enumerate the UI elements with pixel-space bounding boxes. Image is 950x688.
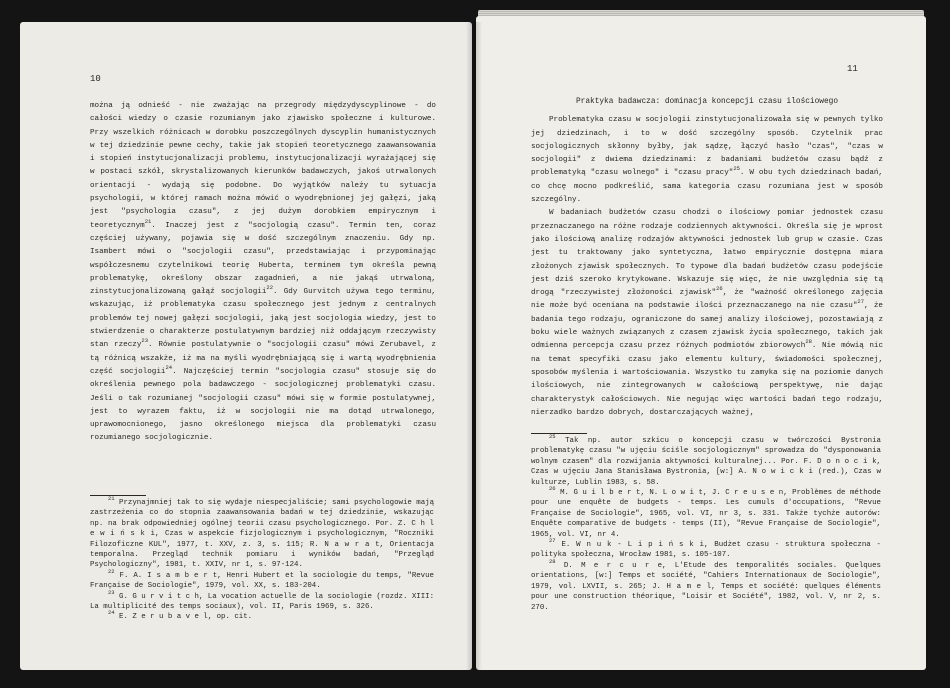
paragraph xyxy=(90,100,436,446)
text-run: . Najczęściej termin "socjologia czasu" stosuje się do określenia pewnego pola badawczego - socjologicznej problematyki czasu. Jeśli o tak rozumianej "socjologii czasu" mówi się w formie postulatywnej, jest to wyrazem faktu, iż w socjologii nie ma dotąd utrwalonego, uprawomocnionego, jasno określonego miejsca dla problematyki czasu rozumianego socjologicznie. xyxy=(90,367,436,443)
paragraph xyxy=(531,207,883,420)
footnote-marker: 22 xyxy=(266,284,273,292)
footnote-marker: 26 xyxy=(716,285,723,293)
text-run: F. A. I s a m b e r t, Henri Hubert et la sociologie du temps, "Revue Française de Sociologie", 1979, vol. XX, s. 183-204. xyxy=(90,571,434,591)
text-run: Przynajmniej tak to się wydaje niespecjaliście; sami psychologowie mają zastrzeżenia co do stopnia zaawansowania badań w tej dziedzinie, wskazując np. na brak odpowiedniej ogólnej teorii czasu psychologicznego. Por. Z. C h l e w i ń s k i, Czas w aspekcie fizjologicznym i psychologicznym, "Roczniki Filozoficzne KUL", 1977, t. XXV, z. 3, s. 115; R. N a w r a t, Orientacja temporalna. Przegląd technik pomiaru i wyników badań, "Przegląd Psychologiczny", 1981, t. XXIV, nr 1, s. 97-124. xyxy=(90,499,434,570)
body-text xyxy=(531,96,883,420)
footnote-marker: 22 xyxy=(108,567,115,575)
text-run: G. G u r v i t c h, La vocation actuelle de la sociologie (rozdz. XIII: La multiplicité des temps sociaux), vol. II, Paris 1969, s. 326. xyxy=(90,592,434,612)
text-run: E. Z e r u b a v e l, op. cit. xyxy=(114,613,253,622)
body-text xyxy=(90,100,436,446)
text-run: , że "ważność określonego zajęcia nie może być oceniana na podstawie ilości przeznaczanego na nie czasu" xyxy=(531,289,883,311)
footnote-marker: 23 xyxy=(141,337,148,345)
footnote-marker: 25 xyxy=(549,433,556,440)
text-run: M. G u i l b e r t, N. L o w i t, J. C r e u s e n, Problèmes de méthode pour une enquête de budgets - temps. Les cumuls d'occupations, "Revue Française de Sociologie", 1965, vol. VI, nr 3, s. 331. Także tychże autorów: Enquête comparative de budgets - temps (II), "Revue Française de Sociologie", 1965, vol. VI, nr 4. xyxy=(531,489,881,539)
footnote xyxy=(531,485,881,540)
paragraph xyxy=(531,114,883,207)
footnote-marker: 24 xyxy=(108,609,115,617)
footnote-marker: 27 xyxy=(549,537,556,545)
footnote xyxy=(531,537,881,561)
footnote xyxy=(531,433,881,488)
text-run: można ją odnieść - nie zważając na przegrody międzydyscyplinowe - do całości wiedzy o czasie rozumianym jako zjawisko społeczne i kulturowe. Przy wszelkich różnicach w dorobku poszczególnych dyscyplin humanistycznych w tej dziedzinie pewne cechy, takie jak stopień teoretycznego zaawansowania i stopień instytucjonalizacji problemu, instytucjonalizacji wyrażającej się w postaci szkół, skrystalizowanych kierunków badawczych, jakoś utrwalonych orientacji - wydają się podobne. Do wyjątków należy tu sytuacja psychologii, w której ramach można mówić o wyodrębnionej jej gałęzi, jaką jest "psychologia czasu", z jej dużym dorobkiem empirycznym i teoretycznym xyxy=(90,102,436,230)
text-run: Tak np. autor szkicu o koncepcji czasu w twórczości Bystronia problematykę czasu "w ujęciu ściśle socjologicznym" sprowadza do "dysponowania wolnym czasem" dla rozwijania aktywności kulturalnej... Por. F. D o n o c i k, Czas w ujęciu Jana Stanisława Bystronia, [w:] A. N o w i c k i (red.), Czas w kulturze, Lublin 1983, s. 58. xyxy=(531,437,881,487)
page-number: 11 xyxy=(847,64,858,74)
section-heading: Praktyka badawcza: dominacja koncepcji czasu ilościowego xyxy=(575,98,839,106)
footnote-marker: 24 xyxy=(165,363,173,371)
text-run: , że badania tego rodzaju, ograniczone do samej analizy ilościowej, pozostawiają z boku wiele ważnych związanych z czasem zjawisk życia społecznego, takich jak odmienna percepcja czasu przez różnych podmiotów zbiorowych xyxy=(531,302,883,351)
footnote-marker: 26 xyxy=(549,485,556,493)
text-run: . Gdy Gurvitch używa tego terminu, wskazując, iż problematyka czasu społecznego jest jednym z centralnych problemów tej nowej gałęzi socjologii, jaką jest socjologia wiedzy, jest to stwierdzenie o charakterze postulatywnym bardziej niż oddającym rzeczywisty stan rzeczy xyxy=(90,288,436,350)
right-page xyxy=(476,16,926,670)
footnote-separator xyxy=(531,433,587,434)
footnote-separator xyxy=(90,495,146,496)
paragraphs xyxy=(531,114,883,420)
text-run: W badaniach budżetów czasu chodzi o ilościowy pomiar jednostek czasu przeznaczanego na różne rodzaje codziennych aktywności. Określa się je wprost jako ilościową analizę rodzajów aktywności jednostek lub grup w czasie. Czas jest tu traktowany jako syntetyczna, łatwo empirycznie dostępna miara złożonych zjawisk społecznych. To typowe dla badań budżetów czasu podejście jest dziś szeroko krytykowane. Wskazuje się więc, że nie uwzględnia się tą drogą "rzeczywistej złożoności zjawisk" xyxy=(531,209,883,298)
footnote-marker: 21 xyxy=(108,495,115,502)
text-run: . Inaczej jest z "socjologią czasu". Termin ten, coraz częściej używany, pojawia się w dość szczególnym znaczeniu. Gdy np. Isambert mówi o "socjologii czasu", przedstawiając i przypominając współczesnemu czytelnikowi teorię Huberta, terminem tym określa pewną problematykę, określony obszar zagadnień, a nie jakąś utrwaloną, zinstytucjonalizowaną gałąź socjologii xyxy=(90,221,436,297)
footnote-marker: 23 xyxy=(108,588,115,596)
text-run: Problematyka czasu w socjologii zinstytucjonalizowała się w pewnych tylko jej dziedzinach, i to w dość szczególny sposób. Czytelnik prac socjologicznych skłonny byłby, jak sądzę, łączyć hasło "czas", "czas w socjologii" z dwiema dziedzinami: z badaniami budżetów czasu bądź z problematyką "czasu wolnego" i "czasu pracy" xyxy=(531,116,883,178)
footnote-marker: 28 xyxy=(805,338,812,346)
left-page xyxy=(20,22,472,670)
footnote xyxy=(90,609,434,622)
book-gutter xyxy=(466,22,482,670)
text-run: . W obu tych dziedzinach badań, co chcę mocno podkreślić, sama kategoria czasu rozumiana jest w sposób szczególny. xyxy=(531,169,883,205)
footnotes xyxy=(531,433,881,613)
footnote xyxy=(531,557,881,613)
text-run: . Nie mówią nic na temat specyfiki czasu jako elementu kultury, świadomości społecznej, sposobów myślenia i wartościowania. Wszystko tu zamyka się na poziomie danych ilościowych, nie zintegrowanych w całościową perspektywę, nie dając charakterystyk całościowych. Nie negując więc wartości badań tego rodzaju, nierzadko bardzo dobrych, dostarczających ważnej, xyxy=(531,342,883,417)
text-run: D. M e r c u r e, L'Etude des temporalités sociales. Quelques orientations, [w:] Temps et société, "Cahiers Internationaux de Sociologie", 1979, vol. LXVII, s. 265; J. H a m e l, Temps et société: quelques éléments pour une construction théorique, "Loisir et Société", 1982, vol. V, nr 2, s. 270. xyxy=(531,561,881,612)
page-number: 10 xyxy=(90,74,101,84)
footnotes xyxy=(90,495,434,623)
footnote-marker: 25 xyxy=(733,165,740,173)
footnote xyxy=(90,567,434,592)
footnote-marker: 21 xyxy=(144,217,152,225)
footnote-marker: 28 xyxy=(549,557,556,565)
footnote xyxy=(90,495,434,571)
footnote xyxy=(90,588,434,613)
text-run: E. W n u k - L i p i ń s k i, Budżet czasu - struktura społeczna - polityka społeczna, Wrocław 1981, s. 105-107. xyxy=(531,541,881,560)
text-run: . Równie postulatywnie o "socjologii czasu" mówi Zerubavel, z tą różnicą wszakże, iż ma na myśli wyodrębniającą się i wartą wyodrębnienia część socjologii xyxy=(90,341,436,376)
footnote-marker: 27 xyxy=(857,298,865,306)
